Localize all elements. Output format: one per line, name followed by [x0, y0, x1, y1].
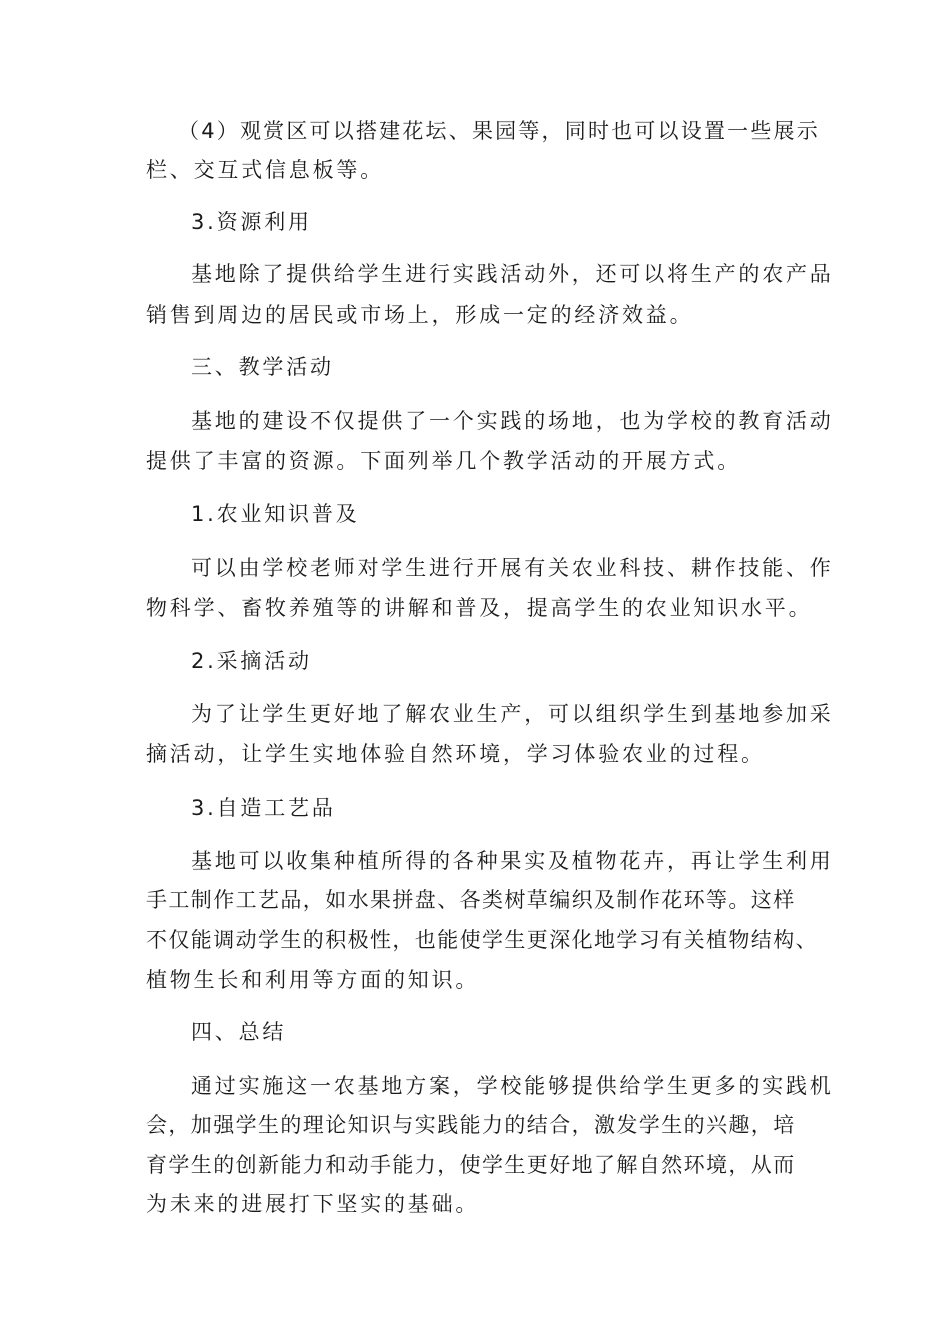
- paragraph-line: 会，加强学生的理论知识与实践能力的结合，激发学生的兴趣，培: [146, 1113, 796, 1137]
- paragraph-line: 为未来的进展打下坚实的基础。: [146, 1192, 480, 1216]
- paragraph-line: 基地除了提供给学生进行实践活动外，还可以将生产的农产品: [191, 262, 834, 286]
- paragraph-line: 摘活动，让学生实地体验自然环境，学习体验农业的过程。: [146, 742, 765, 766]
- paragraph-line: 物科学、畜牧养殖等的讲解和普及，提高学生的农业知识水平。: [146, 596, 813, 620]
- paragraph-line: 不仅能调动学生的积极性，也能使学生更深化地学习有关植物结构、: [146, 928, 818, 952]
- section-subheading: 3.自造工艺品: [191, 796, 336, 820]
- paragraph-line: 为了让学生更好地了解农业生产，可以组织学生到基地参加采: [191, 702, 834, 726]
- section-heading: 四、总结: [191, 1020, 287, 1044]
- paragraph-line: 育学生的创新能力和动手能力，使学生更好地了解自然环境，从而: [146, 1153, 796, 1177]
- paragraph-line: 通过实施这一农基地方案，学校能够提供给学生更多的实践机: [191, 1074, 834, 1098]
- paragraph-line: 销售到周边的居民或市场上，形成一定的经济效益。: [146, 303, 694, 327]
- paragraph-line: 可以由学校老师对学生进行开展有关农业科技、耕作技能、作: [191, 556, 834, 580]
- paragraph-line: 基地的建设不仅提供了一个实践的场地，也为学校的教育活动: [191, 409, 834, 433]
- paragraph-line: 提供了丰富的资源。下面列举几个教学活动的开展方式。: [146, 449, 741, 473]
- section-subheading: 2.采摘活动: [191, 649, 312, 673]
- paragraph-line: 手工制作工艺品，如水果拼盘、各类树草编织及制作花环等。这样: [146, 888, 796, 912]
- paragraph-line: （4）观赏区可以搭建花坛、果园等，同时也可以设置一些展示: [178, 119, 820, 143]
- section-subheading: 1.农业知识普及: [191, 502, 360, 526]
- section-subheading: 3.资源利用: [191, 210, 312, 234]
- paragraph-line: 基地可以收集种植所得的各种果实及植物花卉，再让学生利用: [191, 849, 834, 873]
- paragraph-line: 栏、交互式信息板等。: [146, 158, 384, 182]
- paragraph-line: 植物生长和利用等方面的知识。: [146, 968, 480, 992]
- section-heading: 三、教学活动: [191, 355, 334, 379]
